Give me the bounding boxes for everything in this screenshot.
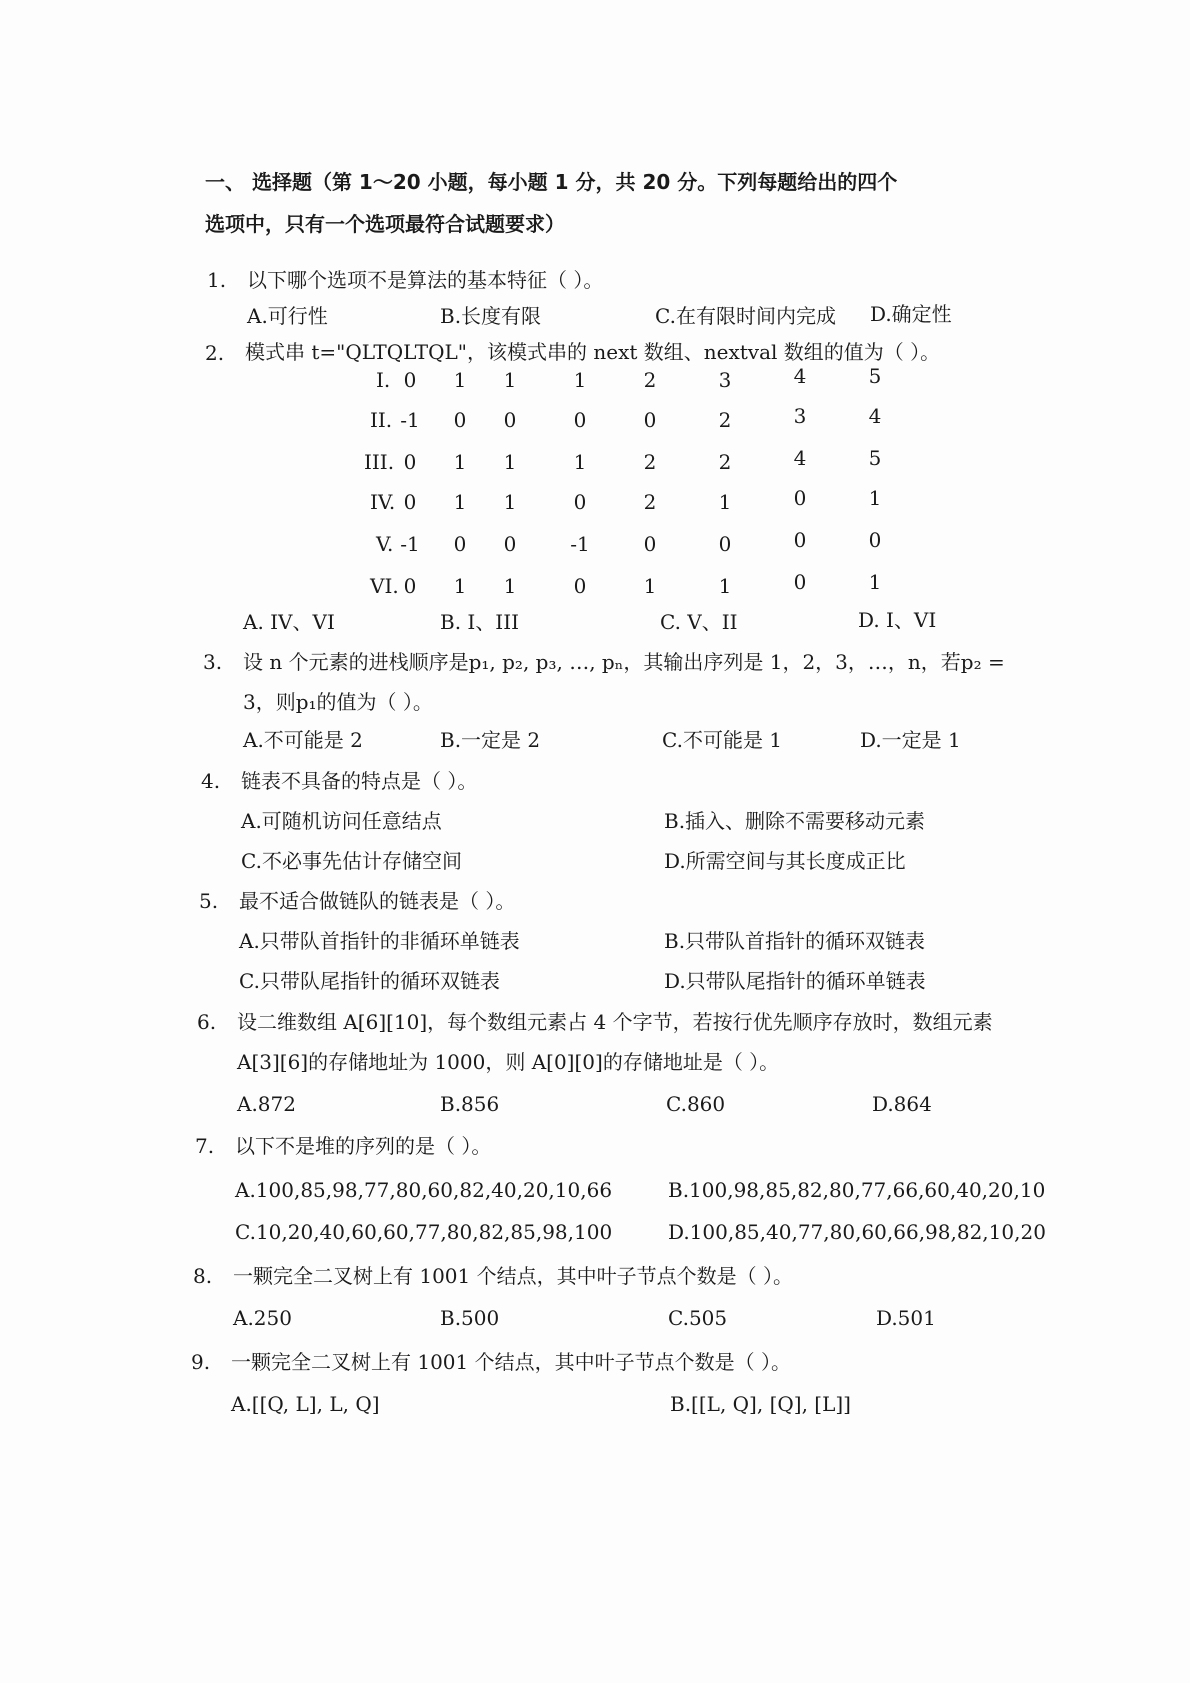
question-text-cont: A[3][6]的存储地址为 1000，则 A[0][0]的存储地址是（ ）。 — [237, 1050, 780, 1074]
table-cell: 5 — [868, 446, 882, 470]
option-b[interactable]: B.500 — [440, 1306, 500, 1330]
section-heading-line2: 选项中，只有一个选项最符合试题要求） — [205, 212, 565, 236]
table-cell: 0 — [503, 408, 517, 432]
table-cell: 1 — [453, 490, 467, 514]
row-label: VI. — [370, 574, 399, 598]
table-cell: 1 — [503, 490, 517, 514]
option-c[interactable]: C. V、II — [660, 610, 738, 634]
question-number: 9. — [191, 1350, 211, 1374]
option-b[interactable]: B.插入、删除不需要移动元素 — [664, 809, 926, 833]
table-cell: 0 — [403, 490, 417, 514]
option-b[interactable]: B. I、III — [440, 610, 520, 634]
table-cell: 2 — [643, 490, 657, 514]
table-cell: 1 — [503, 574, 517, 598]
option-b[interactable]: B.长度有限 — [440, 304, 542, 328]
table-cell: 4 — [868, 404, 882, 428]
option-c[interactable]: C.860 — [666, 1092, 726, 1116]
option-d[interactable]: D.501 — [876, 1306, 936, 1330]
table-cell: 0 — [573, 408, 587, 432]
row-label: II. — [370, 408, 393, 432]
table-cell: 0 — [643, 532, 657, 556]
table-cell: 0 — [403, 574, 417, 598]
table-cell: 0 — [793, 528, 807, 552]
option-b[interactable]: B.只带队首指针的循环双链表 — [664, 929, 926, 953]
table-cell: 1 — [643, 574, 657, 598]
question-number: 6. — [197, 1010, 217, 1034]
table-cell: 2 — [643, 368, 657, 392]
option-a[interactable]: A.只带队首指针的非循环单链表 — [239, 929, 520, 953]
option-a[interactable]: A.可随机访问任意结点 — [241, 809, 442, 833]
option-b[interactable]: B.100,98,85,82,80,77,66,60,40,20,10 — [668, 1178, 1046, 1202]
question-text: 一颗完全二叉树上有 1001 个结点，其中叶子节点个数是（ ）。 — [233, 1264, 793, 1288]
table-cell: 4 — [793, 364, 807, 388]
table-cell: 1 — [503, 450, 517, 474]
row-label: III. — [364, 450, 395, 474]
question-text: 模式串 t="QLTQLTQL"，该模式串的 next 数组、nextval 数组的值为（ ）。 — [245, 340, 941, 364]
question-text: 链表不具备的特点是（ ）。 — [241, 769, 478, 793]
option-b[interactable]: B.一定是 2 — [440, 728, 541, 752]
table-cell: 2 — [643, 450, 657, 474]
table-cell: 0 — [718, 532, 732, 556]
option-c[interactable]: C.只带队尾指针的循环双链表 — [239, 969, 500, 993]
row-label: IV. — [370, 490, 396, 514]
question-text: 以下不是堆的序列的是（ ）。 — [235, 1134, 492, 1158]
option-c[interactable]: C.不必事先估计存储空间 — [241, 849, 462, 873]
table-cell: 3 — [718, 368, 732, 392]
question-number: 4. — [201, 769, 221, 793]
option-a[interactable]: A. IV、VI — [243, 610, 335, 634]
option-d[interactable]: D.只带队尾指针的循环单链表 — [664, 969, 926, 993]
option-d[interactable]: D.100,85,40,77,80,60,66,98,82,10,20 — [668, 1220, 1046, 1244]
option-d[interactable]: D.一定是 1 — [860, 728, 961, 752]
table-cell: 1 — [718, 490, 732, 514]
question-number: 7. — [195, 1134, 215, 1158]
table-cell: 1 — [868, 570, 882, 594]
question-text: 一颗完全二叉树上有 1001 个结点，其中叶子节点个数是（ ）。 — [231, 1350, 791, 1374]
question-number: 1. — [207, 268, 227, 292]
table-cell: 0 — [453, 408, 467, 432]
row-label: I. — [376, 368, 391, 392]
option-a[interactable]: A.100,85,98,77,80,60,82,40,20,10,66 — [235, 1178, 613, 1202]
option-b[interactable]: B.856 — [440, 1092, 500, 1116]
table-cell: 4 — [793, 446, 807, 470]
question-number: 2. — [205, 341, 225, 365]
table-cell: 0 — [573, 490, 587, 514]
question-number: 8. — [193, 1264, 213, 1288]
option-a[interactable]: A.可行性 — [247, 304, 328, 328]
row-label: V. — [376, 532, 394, 556]
table-cell: 1 — [868, 486, 882, 510]
question-number: 5. — [199, 889, 219, 913]
option-d[interactable]: D. I、VI — [858, 608, 937, 632]
table-cell: 1 — [573, 368, 587, 392]
option-c[interactable]: C.在有限时间内完成 — [655, 304, 836, 328]
table-cell: 0 — [403, 368, 417, 392]
table-cell: -1 — [400, 408, 420, 432]
option-a[interactable]: A.250 — [233, 1306, 292, 1330]
table-cell: 0 — [573, 574, 587, 598]
option-d[interactable]: D.确定性 — [870, 302, 952, 326]
table-cell: 1 — [453, 368, 467, 392]
table-cell: 2 — [718, 450, 732, 474]
table-cell: 0 — [793, 486, 807, 510]
option-b[interactable]: B.[[L, Q], [Q], [L]] — [670, 1392, 851, 1416]
question-text-cont: 3，则p₁的值为（ ）。 — [243, 690, 433, 714]
question-text: 设二维数组 A[6][10]，每个数组元素占 4 个字节，若按行优先顺序存放时，数组元素 — [237, 1010, 993, 1034]
table-cell: 1 — [453, 574, 467, 598]
table-cell: 5 — [868, 364, 882, 388]
question-number: 3. — [203, 650, 223, 674]
option-c[interactable]: C.505 — [668, 1306, 728, 1330]
option-c[interactable]: C.不可能是 1 — [662, 728, 783, 752]
table-cell: 0 — [403, 450, 417, 474]
option-a[interactable]: A.[[Q, L], L, Q] — [231, 1392, 380, 1416]
table-cell: 1 — [573, 450, 587, 474]
table-cell: 0 — [643, 408, 657, 432]
table-cell: 0 — [453, 532, 467, 556]
option-d[interactable]: D.864 — [872, 1092, 932, 1116]
table-cell: 1 — [718, 574, 732, 598]
table-cell: 0 — [868, 528, 882, 552]
section-heading-line1: 一、 选择题（第 1～20 小题，每小题 1 分，共 20 分。下列每题给出的四个 — [205, 170, 898, 194]
question-text: 最不适合做链队的链表是（ ）。 — [239, 889, 516, 913]
option-a[interactable]: A.不可能是 2 — [243, 728, 363, 752]
table-cell: 0 — [503, 532, 517, 556]
table-cell: 3 — [793, 404, 807, 428]
option-a[interactable]: A.872 — [237, 1092, 296, 1116]
question-text: 设 n 个元素的进栈顺序是p₁, p₂, p₃, …, pₙ，其输出序列是 1，2，3，…，n，若p₂ = — [243, 650, 1005, 674]
option-c[interactable]: C.10,20,40,60,60,77,80,82,85,98,100 — [235, 1220, 613, 1244]
option-d[interactable]: D.所需空间与其长度成正比 — [664, 849, 906, 873]
table-cell: 2 — [718, 408, 732, 432]
table-cell: 0 — [793, 570, 807, 594]
table-cell: 1 — [453, 450, 467, 474]
table-cell: 1 — [503, 368, 517, 392]
table-cell: -1 — [570, 532, 590, 556]
table-cell: -1 — [400, 532, 420, 556]
question-text: 以下哪个选项不是算法的基本特征（ ）。 — [247, 268, 604, 292]
